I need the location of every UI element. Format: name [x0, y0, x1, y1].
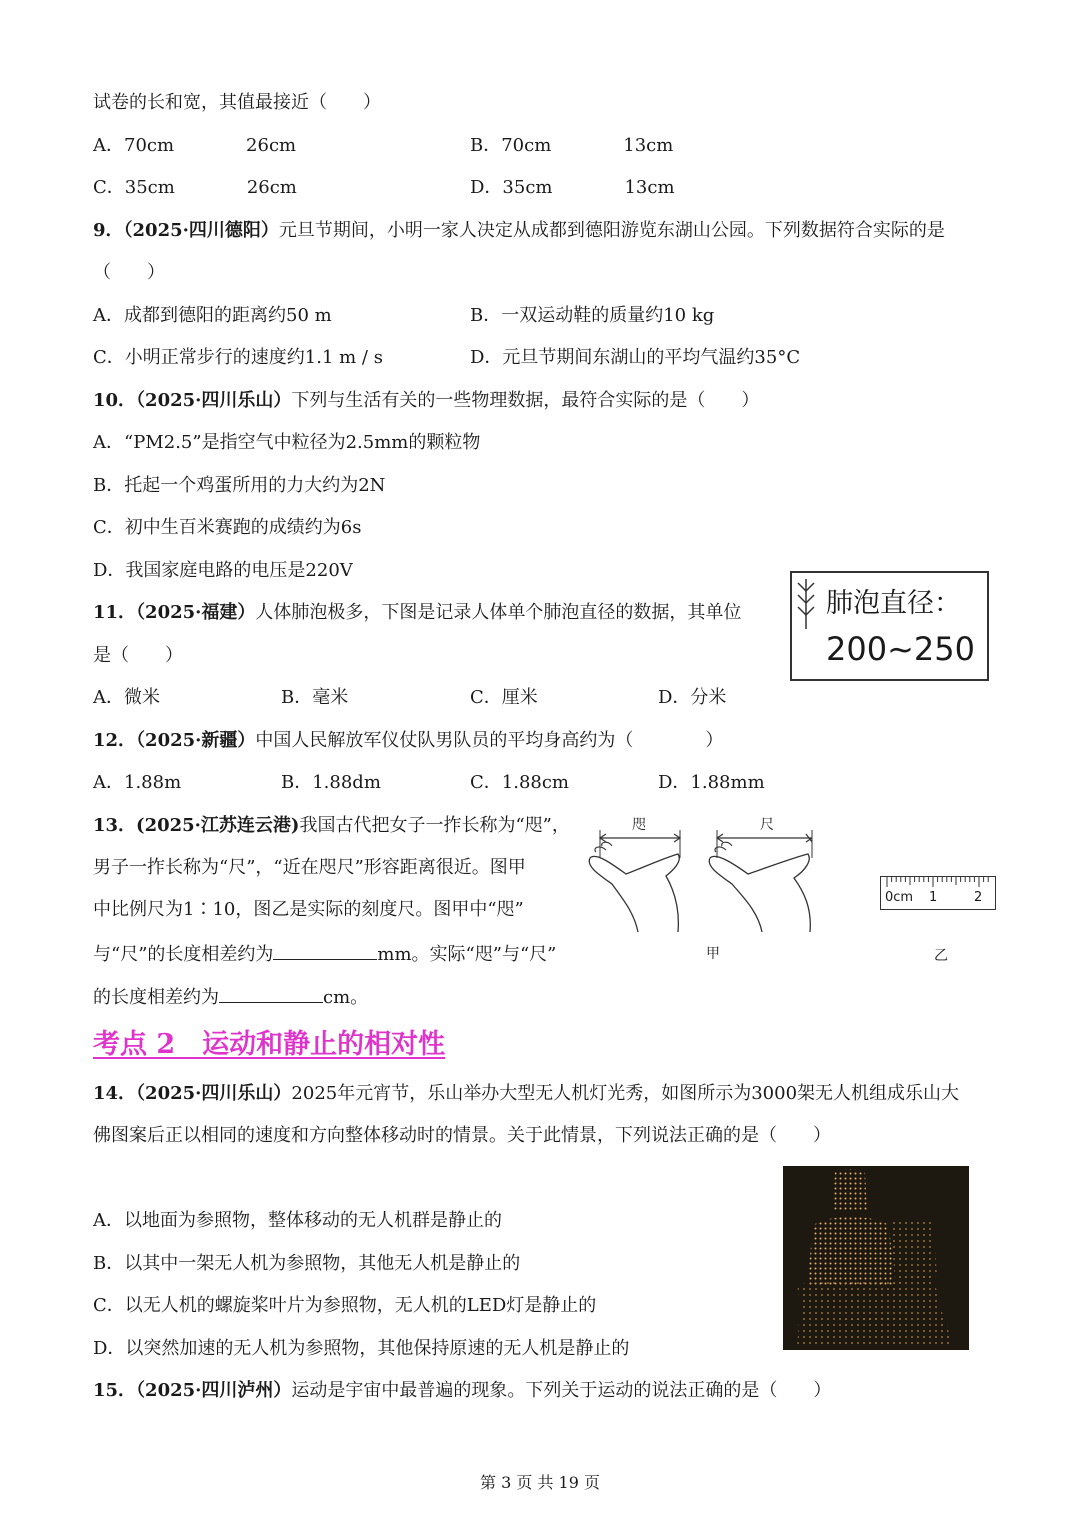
q12-option-d[interactable]: D．1.88mm [658, 772, 765, 793]
q8-option-a[interactable]: A．70cm 26cm [93, 135, 297, 156]
q13-stem-line2: 男子一拃长称为“尺”，“近在咫尺”形容距离很近。图甲 [93, 857, 526, 878]
q12-option-a[interactable]: A．1.88m [93, 772, 182, 793]
q13-text: 我国古代把女子一拃长称为“咫”， [299, 815, 570, 836]
ruler-label-2: 2 [974, 890, 983, 905]
q13-line5-unit: cm。 [323, 987, 369, 1008]
q9-option-c[interactable]: C．小明正常步行的速度约1.1 m / s [93, 347, 383, 368]
page-footer: 第 3 页 共 19 页 [480, 1473, 600, 1492]
q9-stem-cont: （ ） [93, 262, 165, 283]
q12-option-b[interactable]: B．1.88dm [281, 772, 381, 793]
q11-option-d[interactable]: D．分米 [658, 687, 727, 708]
q15-text: 运动是宇宙中最普遍的现象。下列关于运动的说法正确的是（ ） [291, 1380, 832, 1401]
drone-buddha-image [783, 1166, 969, 1350]
q14-stem [93, 1082, 959, 1106]
q9-stem [93, 219, 945, 243]
q8-option-d[interactable]: D．35cm 13cm [470, 177, 675, 198]
q8-option-c[interactable]: C．35cm 26cm [93, 177, 297, 198]
q12-stem [93, 729, 723, 753]
fig-label-chi: 尺 [760, 817, 774, 833]
q11-option-a[interactable]: A．微米 [93, 687, 160, 708]
q11-number: 11．（2025·福建） [93, 602, 256, 623]
q14-option-a[interactable]: A．以地面为参照物，整体移动的无人机群是静止的 [93, 1210, 502, 1231]
notebook-ring-icon [792, 573, 822, 633]
q13-answer-blank-mm[interactable] [273, 941, 377, 960]
q10-stem [93, 389, 759, 413]
q13-answer-blank-cm[interactable] [219, 984, 323, 1003]
q12-option-c[interactable]: C．1.88cm [470, 772, 569, 793]
q13-line4-text: 与“尺”的长度相差约为 [93, 944, 274, 965]
q12-text: 中国人民解放军仪仗队男队员的平均身高约为（ ） [255, 730, 724, 751]
lung-alveolus-figure [790, 571, 989, 681]
q14-number: 14．（2025·四川乐山） [93, 1083, 292, 1104]
q14-text: 2025年元宵节，乐山举办大型无人机灯光秀，如图所示为3000架无人机组成乐山大 [291, 1083, 960, 1104]
q10-option-a[interactable]: A．“PM2.5”是指空气中粒径为2.5mm的颗粒物 [93, 432, 481, 453]
q10-number: 10．（2025·四川乐山） [93, 390, 292, 411]
section-heading: 考点 2 运动和静止的相对性 [93, 1029, 446, 1060]
q10-option-d[interactable]: D．我国家庭电路的电压是220V [93, 560, 353, 581]
q10-option-c[interactable]: C．初中生百米赛跑的成绩约为6s [93, 517, 362, 538]
q10-text: 下列与生活有关的一些物理数据，最符合实际的是（ ） [291, 390, 760, 411]
q9-option-a[interactable]: A．成都到德阳的距离约50 m [93, 305, 332, 326]
q13-stem [93, 814, 570, 838]
q8-stem: 试卷的长和宽，其值最接近（ ） [93, 92, 381, 113]
male-hand-icon [710, 854, 810, 932]
q14-option-d[interactable]: D．以突然加速的无人机为参照物，其他保持原速的无人机是静止的 [93, 1338, 630, 1359]
lung-figure-value: 200~250 [826, 630, 975, 668]
q15-number: 15．（2025·四川泸州） [93, 1380, 292, 1401]
hand-span-figure [582, 808, 822, 938]
fig-label-yi: 乙 [934, 948, 948, 964]
ruler-figure [880, 876, 996, 910]
q13-stem-line4 [93, 941, 556, 967]
q13-number: 13．(2025·江苏连云港) [93, 815, 300, 836]
q9-option-d[interactable]: D．元旦节期间东湖山的平均气温约35°C [470, 347, 801, 368]
q13-line5-text: 的长度相差约为 [93, 987, 219, 1008]
q9-number: 9．（2025·四川德阳） [93, 220, 279, 241]
ruler-label-1: 1 [929, 890, 938, 905]
q11-option-b[interactable]: B．毫米 [281, 687, 349, 708]
q14-option-b[interactable]: B．以其中一架无人机为参照物，其他无人机是静止的 [93, 1253, 521, 1274]
q12-number: 12．（2025·新疆） [93, 730, 256, 751]
q14-stem-cont: 佛图案后正以相同的速度和方向整体移动时的情景。关于此情景，下列说法正确的是（ ） [93, 1125, 831, 1146]
q10-option-b[interactable]: B．托起一个鸡蛋所用的力大约为2N [93, 475, 386, 496]
fig-label-zhi: 咫 [632, 817, 646, 833]
q15-stem [93, 1379, 831, 1403]
q13-line4-unit: mm。实际“咫”与“尺” [377, 944, 557, 965]
q9-option-b[interactable]: B．一双运动鞋的质量约10 kg [470, 305, 715, 326]
q8-option-b[interactable]: B．70cm 13cm [470, 135, 674, 156]
q11-option-c[interactable]: C．厘米 [470, 687, 538, 708]
q11-stem-cont: 是（ ） [93, 645, 183, 666]
fig-label-jia: 甲 [706, 946, 720, 962]
lung-figure-label: 肺泡直径： [826, 588, 961, 619]
drone-buddha-photo [783, 1166, 969, 1350]
q13-stem-line3: 中比例尺为1∶10，图乙是实际的刻度尺。图甲中“咫” [93, 899, 524, 920]
q9-text: 元旦节期间，小明一家人决定从成都到德阳游览东湖山公园。下列数据符合实际的是 [278, 220, 945, 241]
q11-stem [93, 601, 741, 625]
q13-stem-line5 [93, 984, 368, 1010]
q11-text: 人体肺泡极多，下图是记录人体单个肺泡直径的数据，其单位 [255, 602, 742, 623]
ruler-label-0: 0cm [885, 890, 914, 905]
q14-option-c[interactable]: C．以无人机的螺旋桨叶片为参照物，无人机的LED灯是静止的 [93, 1295, 597, 1316]
